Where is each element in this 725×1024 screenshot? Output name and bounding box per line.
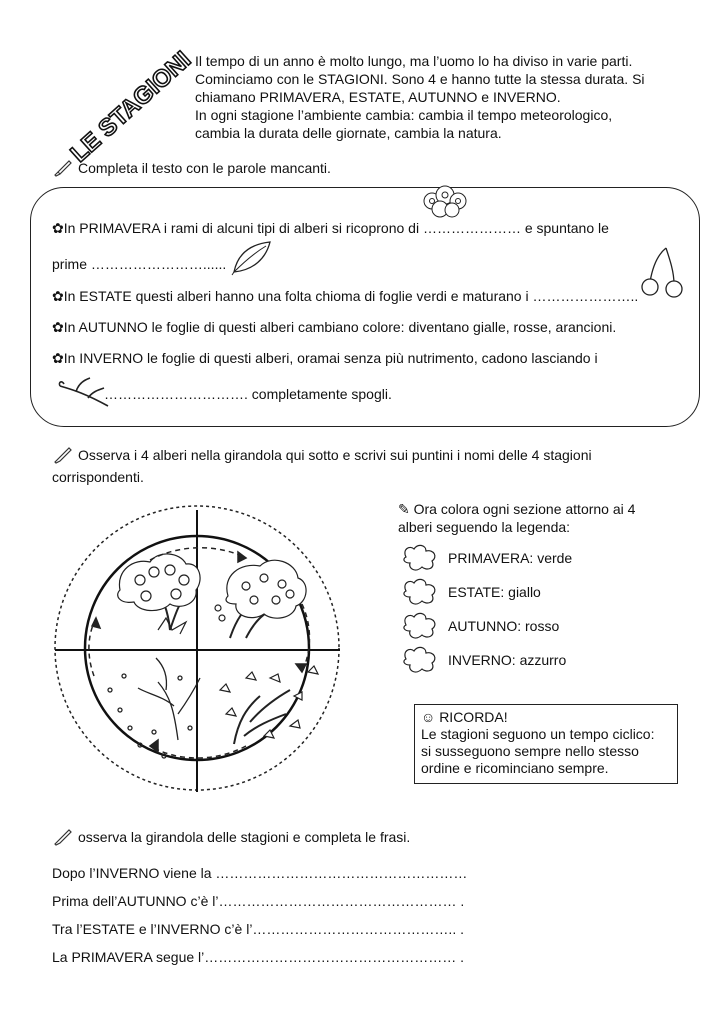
question-line: Prima dell’AUTUNNO c’è l’…………………………………………… . [52,893,465,909]
legend-header: ✎ Ora colora ogni sezione attorno ai 4 alberi seguendo la legenda: [398,500,678,536]
title-logo [30,20,197,168]
fill-line: …………………………. completamente spogli. [104,386,392,402]
remember-box [414,704,678,784]
question-line: La PRIMAVERA segue l’……………………………………………… . [52,949,465,965]
remember-title: RICORDA! [439,709,508,725]
intro-line: Il tempo di un anno è molto lungo, ma l’uomo lo ha diviso in varie parti. [195,53,633,69]
blossom-icon [420,183,470,221]
pencil-icon [52,157,74,179]
exercise3-instruction [52,826,410,848]
flower-bullet-icon: ✿ [52,288,64,304]
question-line: Dopo l’INVERNO viene la ……………………………………………… [52,865,468,881]
intro-line: Cominciamo con le STAGIONI. Sono 4 e hanno tutte la stessa durata. Si [195,71,645,87]
seasons-wheel [50,500,345,800]
question-line: Tra l’ESTATE e l’INVERNO c’è l’…………………………………….. . [52,921,464,937]
color-swatch-blob-icon [400,611,440,641]
intro-line: In ogni stagione l’ambiente cambia: cambia il tempo meteorologico, [195,107,613,123]
color-swatch-blob-icon [400,543,440,573]
page-title: LE STAGIONI [65,46,197,168]
remember-line: Le stagioni seguono un tempo ciclico: [421,726,655,742]
flower-bullet-icon: ✿ [52,319,64,335]
exercise2-line: Osserva i 4 alberi nella girandola qui sotto e scrivi sui puntini i nomi delle 4 stagioni [78,447,592,463]
legend-title-line2: alberi seguendo la legenda: [398,519,571,535]
exercise2-line: corrispondenti. [52,469,144,485]
fill-line: ✿In INVERNO le foglie di questi alberi, oramai senza più nutrimento, cadono lasciando i [52,350,598,366]
remember-line: ordine e ricominciano sempre. [421,760,609,776]
intro-line: chiamano PRIMAVERA, ESTATE, AUTUNNO e INVERNO. [195,89,561,105]
legend-item-spring: PRIMAVERA: verde [400,543,572,573]
color-swatch-blob-icon [400,577,440,607]
flower-bullet-icon: ✿ [52,350,64,366]
fill-line: ✿In AUTUNNO le foglie di questi alberi cambiano colore: diventano gialle, rosse, arancioni. [52,319,617,335]
pencil-icon [52,826,74,848]
fill-line: ✿In PRIMAVERA i rami di alcuni tipi di alberi si ricoprono di ………………… e spuntano le [52,220,609,236]
exercise1-instruction [52,157,331,179]
fill-line: ✿In ESTATE questi alberi hanno una folta chioma di foglie verdi e maturano i ………………….. [52,288,639,304]
exercise2-instruction [52,444,692,488]
fill-line: prime ……………………...... [52,256,227,272]
remember-line: si susseguono sempre nello stesso [421,743,639,759]
color-swatch-blob-icon [400,645,440,675]
intro-line: cambia la durata delle giornate, cambia la natura. [195,125,502,141]
smiley-icon: ☺ [421,709,436,725]
intro-paragraph [195,52,675,142]
brush-icon: ✎ [398,501,410,517]
pencil-icon [52,444,74,466]
legend-item-winter: INVERNO: azzurro [400,645,566,675]
legend-item-summer: ESTATE: giallo [400,577,541,607]
cherries-icon [636,244,686,299]
exercise1-instruction-text: Completa il testo con le parole mancanti. [78,160,331,176]
flower-bullet-icon: ✿ [52,220,64,236]
legend-item-autumn: AUTUNNO: rosso [400,611,559,641]
leaf-icon [230,238,275,276]
exercise3-instruction-text: osserva la girandola delle stagioni e completa le frasi. [78,829,411,845]
